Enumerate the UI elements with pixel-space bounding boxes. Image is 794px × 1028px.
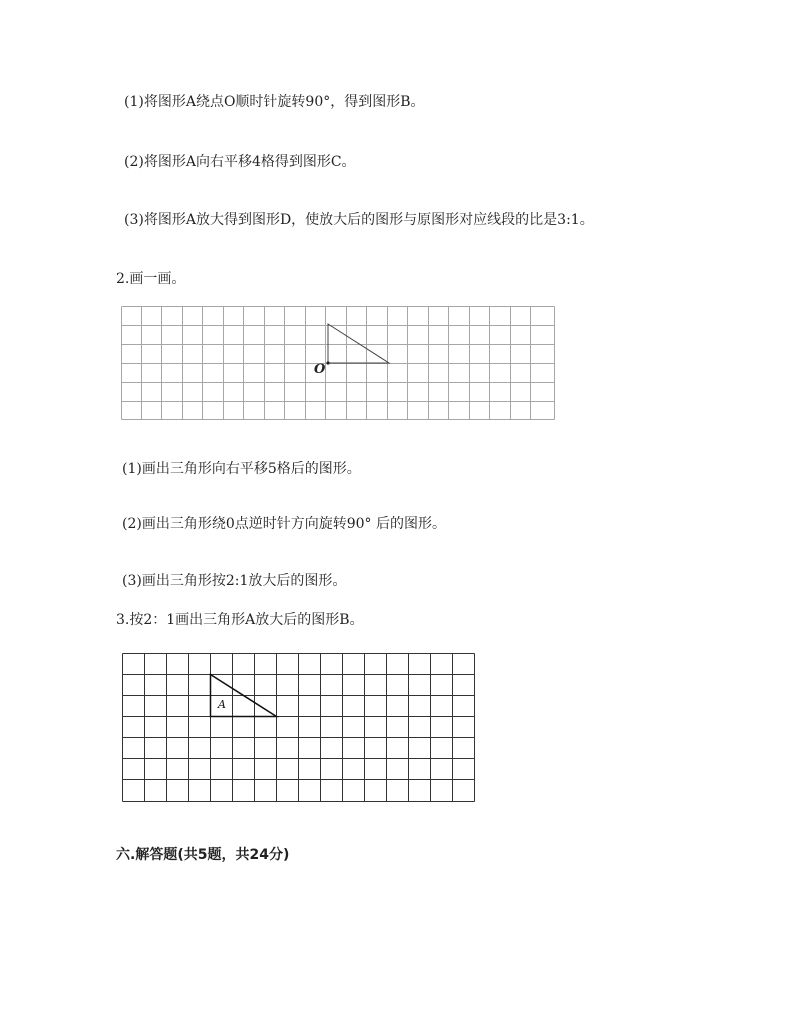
question-3-title: 3.按2：1画出三角形A放大后的图形B。: [116, 612, 364, 628]
question-2-title: 2.画一画。: [116, 271, 186, 287]
q1-item-2: (2)将图形A向右平移4格得到图形C。: [124, 154, 356, 170]
q2-item-1: (1)画出三角形向右平移5格后的图形。: [122, 461, 361, 477]
point-o: [326, 361, 329, 364]
question-2-grid: [121, 306, 557, 420]
triangle-a-label: A: [218, 698, 226, 711]
grid-lines: [123, 654, 475, 802]
q2-item-2: (2)画出三角形绕0点逆时针方向旋转90° 后的图形。: [122, 516, 447, 532]
q2-item-3: (3)画出三角形按2:1放大后的图形。: [122, 573, 347, 589]
section-6-heading: 六.解答题(共5题，共24分): [116, 847, 290, 863]
point-o-label: O: [314, 362, 326, 377]
q1-item-3: (3)将图形A放大得到图形D，使放大后的图形与原图形对应线段的比是3:1。: [124, 212, 594, 228]
triangle: [328, 324, 389, 363]
q1-item-1: (1)将图形A绕点O顺时针旋转90°，得到图形B。: [124, 94, 425, 110]
question-3-grid: [122, 653, 477, 803]
